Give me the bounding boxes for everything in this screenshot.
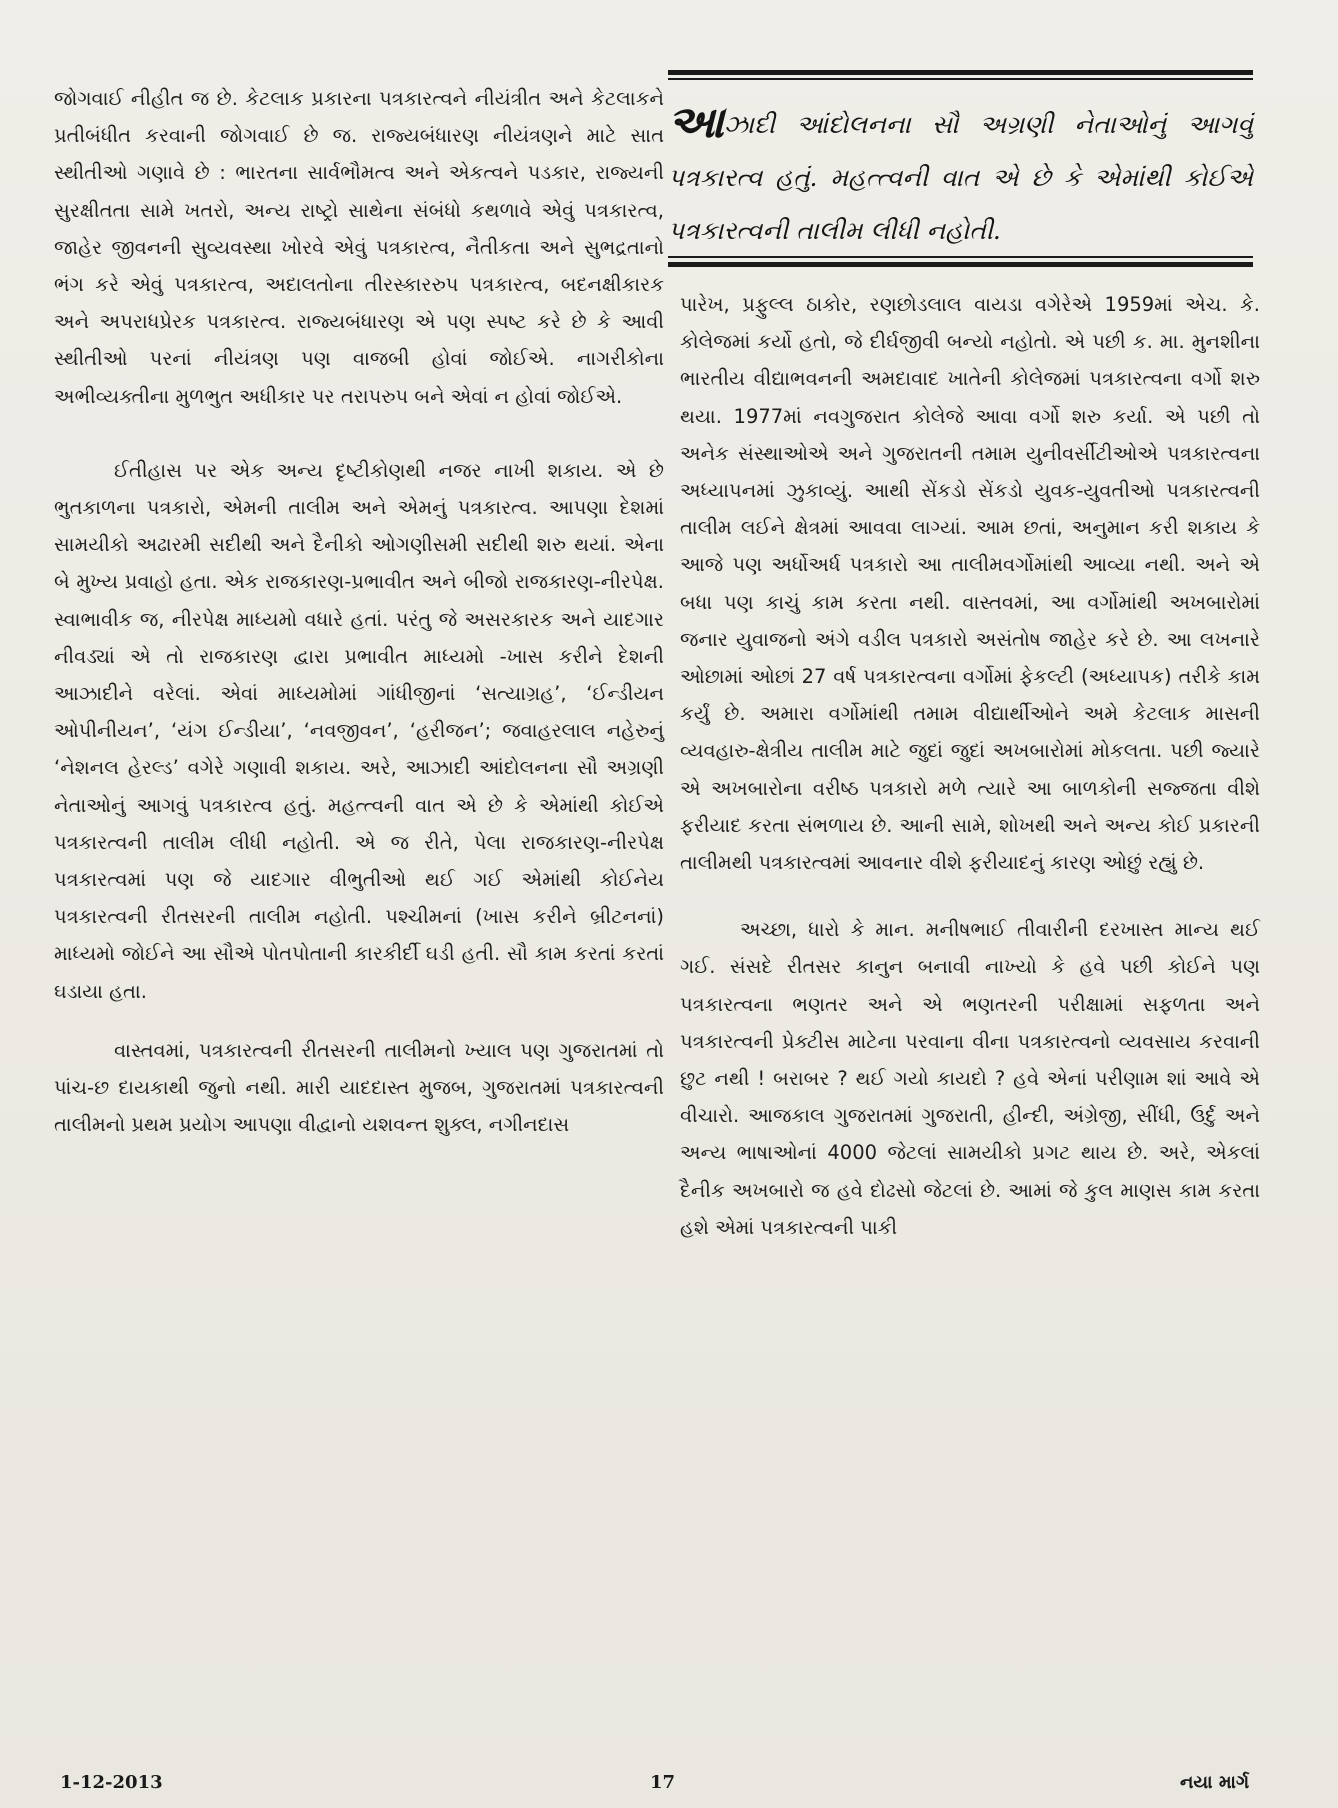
pull-quote-text-block	[668, 96, 1253, 257]
right-paragraph-2: અચ્છા, ધારો કે માન. મનીષભાઈ તીવારીની દરખાસ્ત માન્ય થઈ ગઈ. સંસદે રીતસર કાનુન બનાવી નાખ્યો કે હવે પછી કોઈને પણ પત્રકારત્વના ભણતર અને એ ભણતરની પરીક્ષામાં સફળતા અને પત્રકારત્વની પ્રેક્ટીસ માટેના પરવાના વીના પત્રકારત્વનો વ્યવસાય કરવાની છુટ નથી ! બરાબર ? થઈ ગયો કાયદો ? હવે એનાં પરીણામ શાં આવે એ વીચારો. આજકાલ ગુજરાતમાં ગુજરાતી, હીન્દી, અંગ્રેજી, સીંધી, ઉર્દુ અને અન્ય ભાષાઓનાં 4000 જેટલાં સામયીકો પ્રગટ થાય છે. અરે, એકલાં દૈનીક અખબારો જ હવે દોઢસો જેટલાં છે. આમાં જે કુલ માણસ કામ કરતા હશે એમાં પત્રકારત્વની પાકી	[680, 918, 1260, 1239]
right-paragraph-1: પારેખ, પ્રફુલ્લ ઠાકોર, રણછોડલાલ વાયડા વગેરેએ 1959માં એચ. કે. કોલેજમાં કર્યો હતો, જે દીર્ઘજીવી બન્યો નહોતો. એ પછી ક. મા. મુનશીના ભારતીય વીદ્યાભવનની અમદાવાદ ખાતેની કોલેજમાં પત્રકારત્વના વર્ગો શરુ થયા. 1977માં નવગુજરાત કોલેજે આવા વર્ગો શરુ કર્યા. એ પછી તો અનેક સંસ્થાઓએ અને ગુજરાતની તમામ યુનીવર્સીટીઓએ પત્રકારત્વના અધ્યાપનમાં ઝુકાવ્યું. આથી સેંકડો સેંકડો યુવક-યુવતીઓ પત્રકારત્વની તાલીમ લઈને ક્ષેત્રમાં આવવા લાગ્યાં. આમ છતાં, અનુમાન કરી શકાય કે આજે પણ અર્ધોઅર્ધ પત્રકારો આ તાલીમવર્ગોમાંથી આવ્યા નથી. અને એ બધા પણ કાચું કામ કરતા નથી. વાસ્તવમાં, આ વર્ગોમાંથી અખબારોમાં જનાર યુવાજનો અંગે વડીલ પત્રકારો અસંતોષ જાહેર કરે છે. આ લખનારે ઓછામાં ઓછાં 27 વર્ષ પત્રકારત્વના વર્ગોમાં ફેકલ્ટી (અધ્યાપક) તરીકે કામ કર્યું છે. અમારા વર્ગોમાંથી તમામ વીદ્યાર્થીઓને અમે કેટલાક માસની વ્યવહારુ-ક્ષેત્રીય તાલીમ માટે જુદાં જુદાં અખબારોમાં મોકલતા. પછી જ્યારે એ અખબારોના વરીષ્ઠ પત્રકારો મળે ત્યારે આ બાળકોની સજ્જતા વીશે ફરીયાદ કરતા સંભળાય છે. આની સામે, શોખથી અને અન્ય કોઈ પ્રકારની તાલીમથી પત્રકારત્વમાં આવનાર વીશે ફરીયાદનું કારણ ઓછું રહ્યું છે.	[680, 293, 1260, 875]
magazine-name: નયા માર્ગ	[1180, 1772, 1250, 1793]
pull-quote-dropcap: આ	[668, 97, 724, 148]
pull-quote-top-rule-thin	[668, 78, 1253, 80]
left-paragraph-1: જોગવાઈ નીહીત જ છે. કેટલાક પ્રકારના પત્રકારત્વને નીયંત્રીત અને કેટલાકને પ્રતીબંધીત કરવાની જોગવાઈ છે જ. રાજ્યબંધારણ નીયંત્રણને માટે સાત સ્થીતીઓ ગણાવે છે : ભારતના સાર્વભૌમત્વ અને એકત્વને પડકાર, રાજ્યની સુરક્ષીતતા સામે ખતરો, અન્ય રાષ્ટ્રો સાથેના સંબંધો કથળાવે એવું પત્રકારત્વ, જાહેર જીવનની સુવ્યવસ્થા ખોરવે એવું પત્રકારત્વ, નૈતીકતા અને સુભદ્રતાનો ભંગ કરે એવું પત્રકારત્વ, અદાલતોના તીરસ્કારરુપ પત્રકારત્વ, બદનક્ષીકારક અને અપરાધપ્રેરક પત્રકારત્વ. રાજ્યબંધારણ એ પણ સ્પષ્ટ કરે છે કે આવી સ્થીતીઓ પરનાં નીયંત્રણ પણ વાજબી હોવાં જોઈએ. નાગરીકોના અભીવ્યક્તીના મુળભુત અધીકાર પર તરાપરુપ બને એવાં ન હોવાં જોઈએ.	[54, 87, 664, 408]
right-column	[680, 286, 1260, 1246]
pull-quote	[668, 70, 1253, 270]
page-number: 17	[650, 1772, 676, 1793]
left-column	[54, 80, 664, 1143]
pull-quote-text: ઝાદી આંદોલનના સૌ અગ્રણી નેતાઓનું આગવું પત્રકારત્વ હતું. મહત્ત્વની વાત એ છે કે એમાંથી કોઈએ પત્રકારત્વની તાલીમ લીધી નહોતી.	[668, 110, 1253, 245]
left-paragraph-3: વાસ્તવમાં, પત્રકારત્વની રીતસરની તાલીમનો ખ્યાલ પણ ગુજરાતમાં તો પાંચ-છ દાયકાથી જુનો નથી. મારી યાદદાસ્ત મુજબ, ગુજરાતમાં પત્રકારત્વની તાલીમનો પ્રથમ પ્રયોગ આપણા વીદ્વાનો યશવન્ત શુક્લ, નગીનદાસ	[54, 1038, 664, 1137]
pull-quote-bottom-rule-thin	[668, 256, 1253, 258]
footer-date: 1-12-2013	[60, 1772, 163, 1793]
pull-quote-bottom-rule	[668, 262, 1253, 267]
left-paragraph-2: ઈતીહાસ પર એક અન્ય દૃષ્ટીકોણથી નજર નાખી શકાય. એ છે ભુતકાળના પત્રકારો, એમની તાલીમ અને એમનું પત્રકારત્વ. આપણા દેશમાં સામયીકો અઢારમી સદીથી અને દૈનીકો ઓગણીસમી સદીથી શરુ થયાં. એના બે મુખ્ય પ્રવાહો હતા. એક રાજકારણ-પ્રભાવીત અને બીજો રાજકારણ-નીરપેક્ષ. સ્વાભાવીક જ, નીરપેક્ષ માધ્યમો વધારે હતાં. પરંતુ જે અસરકારક અને યાદગાર નીવડ્યાં એ તો રાજકારણ દ્વારા પ્રભાવીત માધ્યમો -ખાસ કરીને દેશની આઝાદીને વરેલાં. એવાં માધ્યમોમાં ગાંધીજીનાં ‘સત્યાગ્રહ’, ‘ઈન્ડીયન ઓપીનીયન’, ‘યંગ ઈન્ડીયા’, ‘નવજીવન’, ‘હરીજન’; જવાહરલાલ નહેરુનું ‘નેશનલ હેરલ્ડ’ વગેરે ગણાવી શકાય. અરે, આઝાદી આંદોલનના સૌ અગ્રણી નેતાઓનું આગવું પત્રકારત્વ હતું. મહત્ત્વની વાત એ છે કે એમાંથી કોઈએ પત્રકારત્વની તાલીમ લીધી નહોતી. એ જ રીતે, પેલા રાજકારણ-નીરપેક્ષ પત્રકારત્વમાં પણ જે યાદગાર વીભુતીઓ થઈ ગઈ એમાંથી કોઈનેય પત્રકારત્વની રીતસરની તાલીમ નહોતી. પશ્ચીમનાં (ખાસ કરીને બ્રીટનનાં) માધ્યમો જોઈને આ સૌએ પોતપોતાની કારકીર્દી ઘડી હતી. સૌ કામ કરતાં કરતાં ઘડાયા હતા.	[54, 458, 664, 1003]
pull-quote-top-rule	[668, 70, 1253, 75]
